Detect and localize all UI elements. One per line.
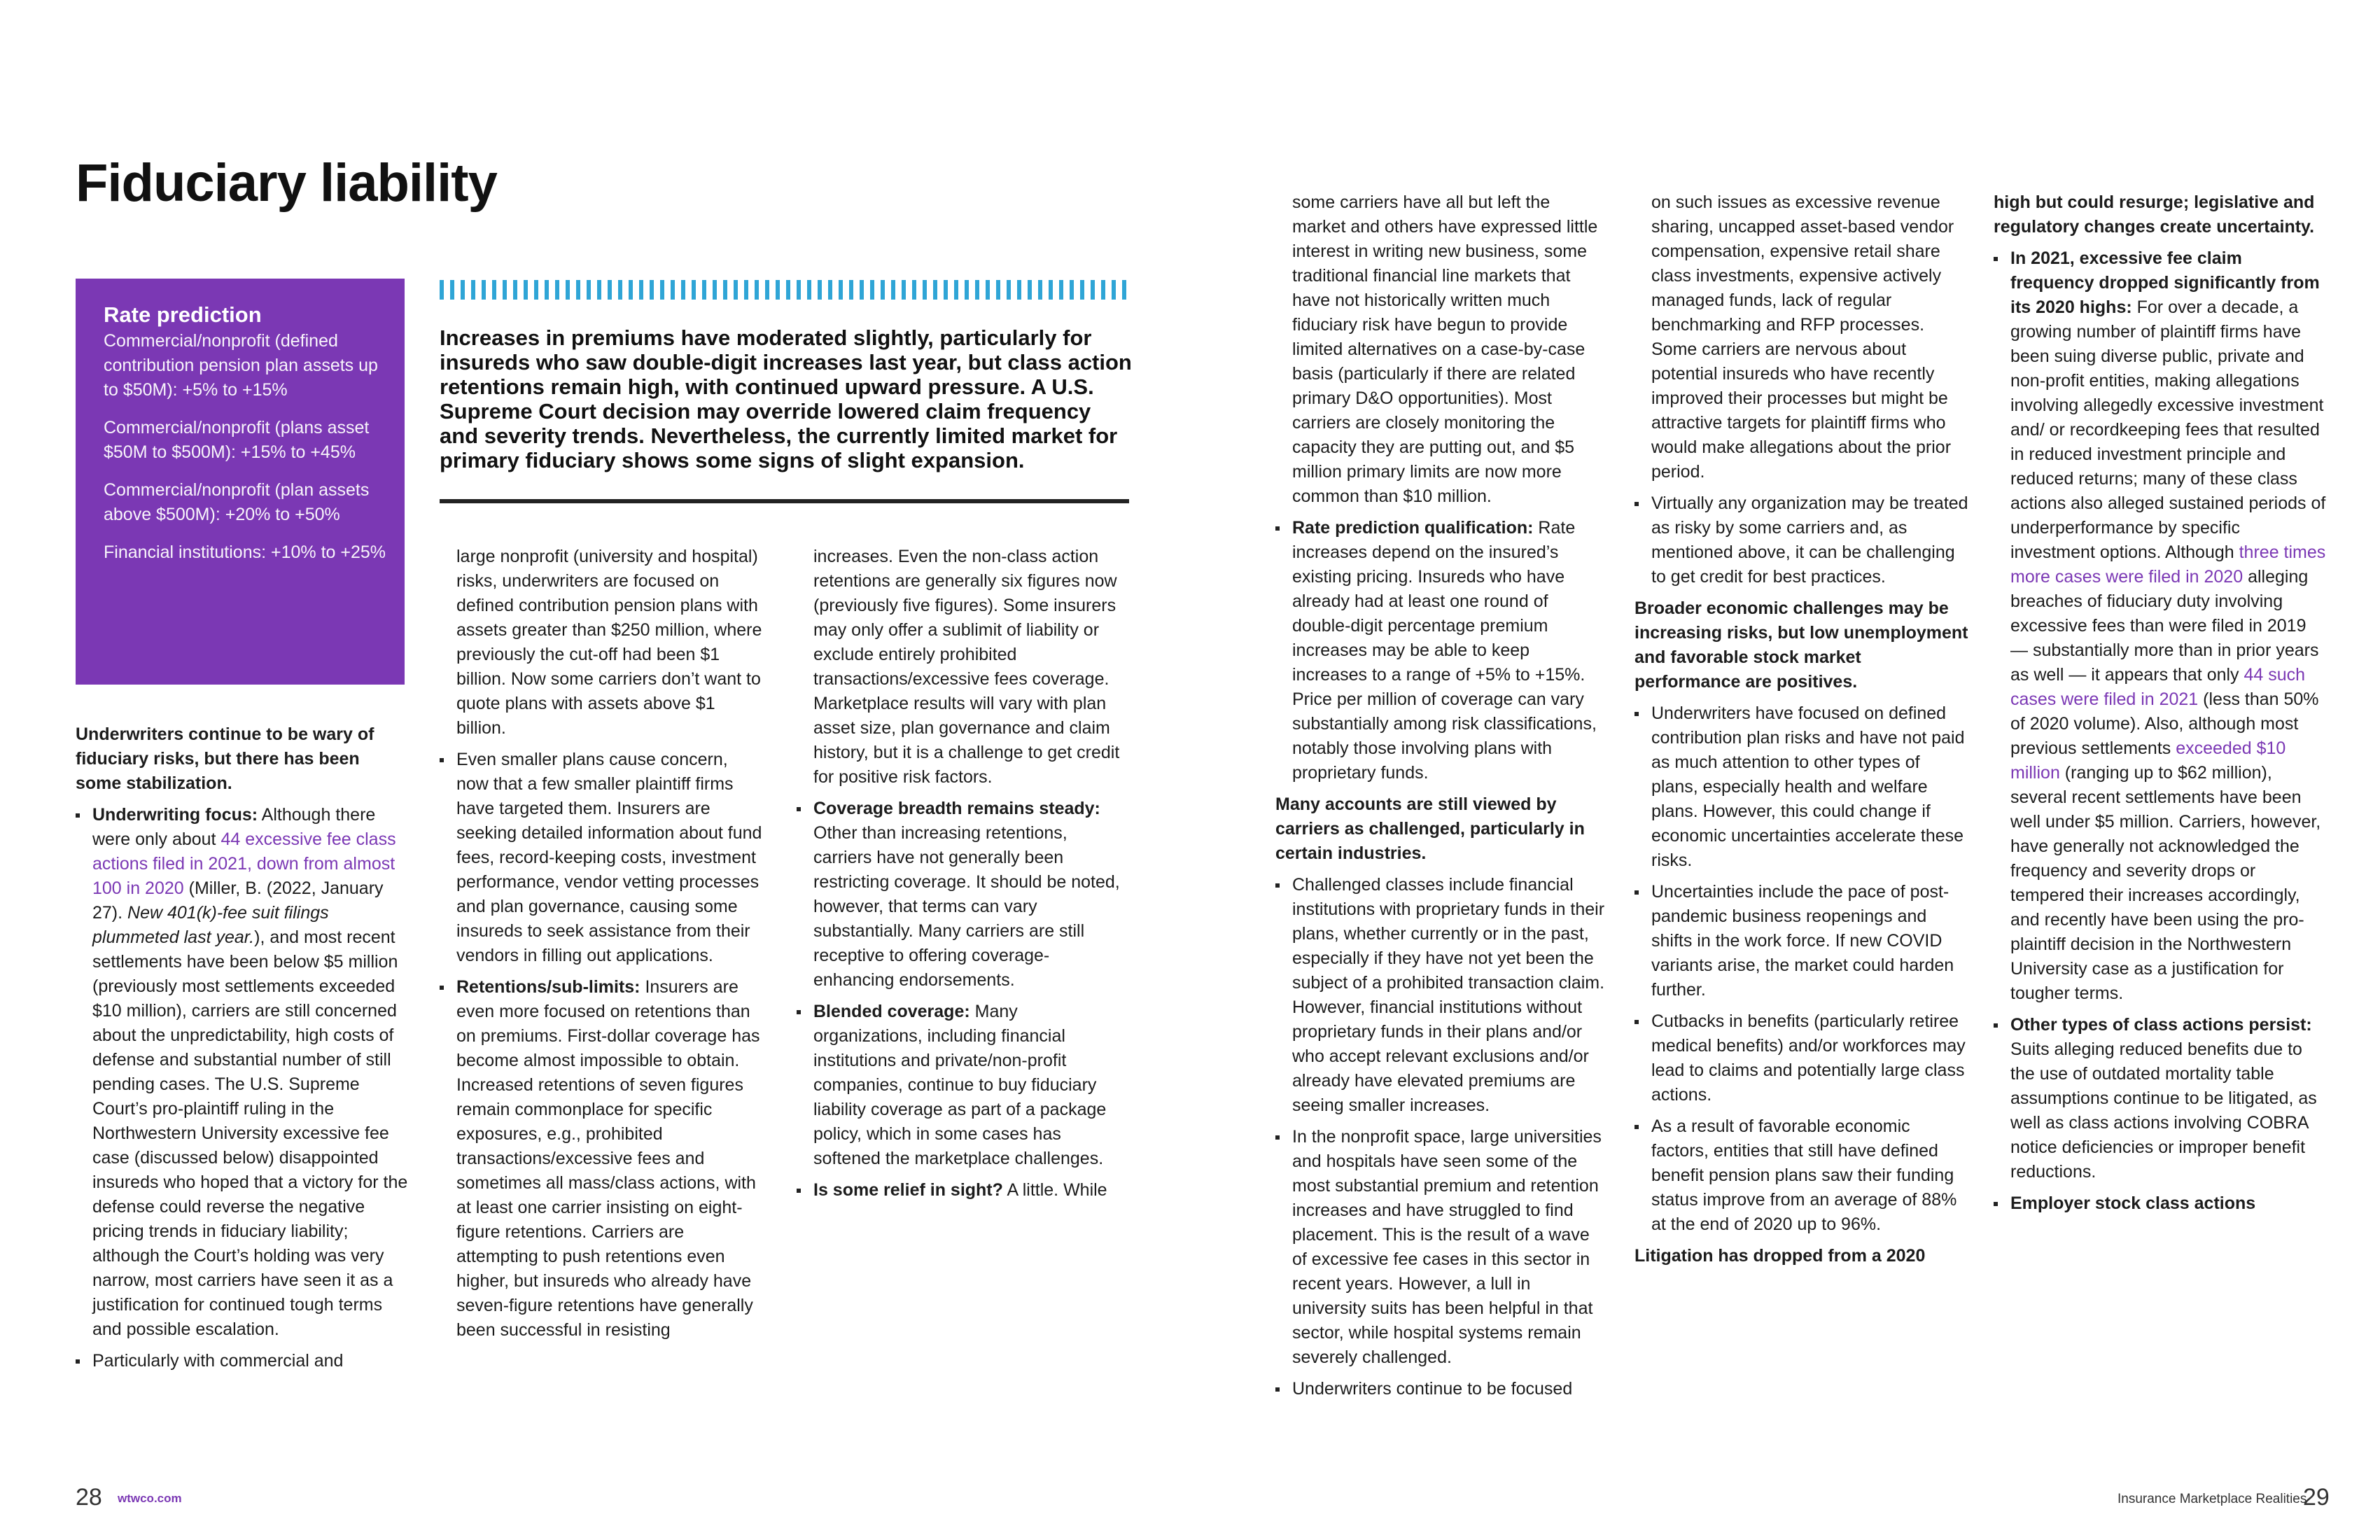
list-item: In the nonprofit space, large universities and hospitals have seen some of the most substantial premium and retention increases and have struggled to find placement. This is the result of a wave of excessive fee cases in this sector in recent years. However, a lull in university suits has been helpful in that sector, while hospital systems remain severely challenged. [1275,1125,1607,1370]
bullet-text: Although there were only about [92,805,376,849]
source-link[interactable]: exceeded $10 million [2010,738,2286,783]
column-4 [1275,190,1607,1408]
rate-item: Commercial/nonprofit (defined contribution pension plan assets up to $50M): +5% to +15% [104,331,378,400]
column-3 [797,545,1129,1210]
list-item: Virtually any organization may be treated as risky by some carriers and, as mentioned above, it can be challenging to get credit for best practices. [1634,491,1970,589]
rate-item: Financial institutions: +10% to +25% [104,542,386,562]
page-number-left: 28 [76,1484,102,1511]
bullet-text: A little. While [1002,1180,1107,1200]
bullet-text: Rate increases depend on the insured’s existing pricing. Insureds who have already had at least one round of double-digit percentage premium increases may be able to keep increases to a range of +5% to +15%. Price per million of coverage can vary substantially among risk classifications, notably those involving plans with proprietary funds. [1292,518,1597,783]
list-item: As a result of favorable economic factors, entities that still have defined benefit pension plans saw their funding status improve from an average of 88% at the end of 2020 up to 96%. [1634,1114,1970,1237]
divider [440,499,1129,503]
bullet-text: ), and most recent settlements have been below $5 million (previously most settlements exceeded $10 million), carriers are still concerned about the unpredictability, high costs of defense and substantial number of still pending cases. The U.S. Supreme Court’s pro-plaintiff ruling in the Northwestern University excessive fee case (discussed below) disappointed insureds who hoped that a victory for the defense could reverse the negative pricing trends in fiduciary liability; although the Court’s holding was very narrow, most carriers have seen it as a justification for continued tough terms and possible escalation. [92,927,408,1339]
bullet-text: Other than increasing retentions, carriers have not generally been restricting coverage. It should be noted, however, that terms can vary substantially. Many carriers are still receptive to offering coverage-enhancing endorsements. [813,823,1120,990]
list-item: Underwriters have focused on defined contribution plan risks and have not paid as much attention to other types of plans, especially health and welfare plans. However, this could change if economic uncertainties accelerate these risks. [1634,701,1970,873]
bullet-list [1634,491,1970,589]
bullet-text: (less than 50% of 2020 volume). Also, although most previous settlements [2010,690,2319,758]
column-1 [76,722,409,1380]
bullet-heading: In 2021, excessive fee claim frequency dropped significantly from its 2020 highs: [2010,248,2320,317]
bullet-text: Suits alleging reduced benefits due to the use of outdated mortality table assumptions continue to be litigated, as well as class actions involving COBRA notice deficiencies or improper benefit reductions. [2010,1040,2317,1182]
list-item [797,1178,1129,1203]
list-item [1994,1013,2328,1184]
bullet-list [1275,873,1607,1401]
list-item [76,803,409,1342]
section-lead: Broader economic challenges may be increasing risks, but low unemployment and favorable stock market performance are positives. [1634,598,1968,692]
column-6 [1994,190,2328,1223]
rate-item: Commercial/nonprofit (plan assets above $500M): +20% to +50% [104,480,370,524]
page-title: Fiduciary liability [76,153,497,213]
source-link[interactable]: 44 such cases were filed in 2021 [2010,665,2306,709]
bullet-text: (Miller, B. (2022, January 27). [92,878,384,923]
bullet-list [76,803,409,1373]
section-lead: Many accounts are still viewed by carriers as challenged, particularly in certain industries. [1275,794,1585,863]
section-lead: Litigation has dropped from a 2020 [1634,1246,1926,1266]
paragraph: on such issues as excessive revenue sharing, uncapped asset-based vendor compensation, expensive retail share class investments, expensive actively managed funds, lack of regular benchmarking and RFP processes. Some carriers are nervous about potential insureds who have recently improved their processes but might be attractive targets for plaintiff firms who would make allegations about the prior period. [1651,192,1954,482]
list-item [797,797,1129,993]
bullet-heading: Underwriting focus: [92,805,258,825]
list-item: Even smaller plans cause concern, now that a few smaller plaintiff firms have targeted them. Insurers are seeking detailed information about fund fees, record-keeping costs, investment performance, vendor vetting processes and plan governance, causing some insureds to seek assistance from their vendors in filling out applications. [440,748,763,968]
bullet-list [440,748,763,1343]
paragraph: increases. Even the non-class action retentions are generally six figures now (previously five figures). Some insurers may only offer a sublimit of liability or exclude entirely prohibited transactions/excessive fees coverage. Marketplace results will vary with plan asset size, plan governance and claim history, but it is a challenge to get credit for positive risk factors. [813,547,1120,787]
source-link[interactable]: 44 excessive fee class actions filed in 2021, down from almost 100 in 2020 [92,830,396,898]
list-item [1994,1191,2328,1216]
bullet-text: For over a decade, a growing number of plaintiff firms have been suing diverse public, private and non-profit entities, making allegations involving allegedly excessive investment and/ or recordkeeping fees that resulted in reduced investment principle and reduced returns; many of these class actions also alleged sustained periods of underperformance by specific investment options. Although [2010,298,2326,562]
paragraph: large nonprofit (university and hospital) risks, underwriters are focused on defined contribution pension plans with assets greater than $250 million, where previously the cut-off had been $1 billion. Now some carriers don’t want to quote plans with assets above $1 billion. [456,547,762,738]
bullet-heading: Retentions/sub-limits: [456,977,640,997]
bullet-heading: Coverage breadth remains steady: [813,799,1100,818]
bullet-list [1275,516,1607,785]
bullet-text: Insurers are even more focused on retentions than on premiums. First-dollar coverage has become almost impossible to obtain. Increased retentions of seven figures remain commonplace for specific exposures, e.g., prohibited transactions/excessive fees and sometimes all mass/class actions, with at least one carrier insisting on eight-figure retentions. Carriers are attempting to push retentions even higher, but insureds who already have seven-figure retentions have generally been successful in resisting [456,977,760,1340]
source-link[interactable]: three times more cases were filed in 2020 [2010,542,2326,587]
rate-item: Commercial/nonprofit (plans asset $50M to $500M): +15% to +45% [104,418,370,462]
bullet-list [1994,246,2328,1216]
list-item: Cutbacks in benefits (particularly retiree medical benefits) and/or workforces may lead to claims and potentially large class actions. [1634,1009,1970,1107]
bullet-text: (ranging up to $62 million), several recent settlements have been well under $5 million. Carriers, however, have generally not acknowledged the frequency and severity drops or tempered their increases accordingly, and recently have been using the pro-plaintiff decision in the Northwestern University case as a justification for tougher terms. [2010,763,2321,1003]
list-item: Challenged classes include financial institutions with proprietary funds in their plans, whether currently or in the past, especially if they have not yet been the subject of a prohibited transaction claim. However, financial institutions without proprietary funds in their plans and/or who accept relevant exclusions and/or already have elevated premiums are seeing smaller increases. [1275,873,1607,1118]
list-item [797,1000,1129,1171]
intro-summary: Increases in premiums have moderated slightly, particularly for insureds who saw double-digit increases last year, but class action retentions remain high, with continued upward pressure. A U.S. Supreme Court decision may override lowered claim frequency and severity trends. Nevertheless, the currently limited market for primary fiduciary shows some signs of slight expansion. [440,326,1132,472]
rate-prediction-title: Rate prediction [104,302,262,327]
list-item: Uncertainties include the pace of post-pandemic business reopenings and shifts in the work force. If new COVID variants arise, the market could harden further. [1634,880,1970,1002]
site-link[interactable]: wtwco.com [118,1492,182,1505]
paragraph: some carriers have all but left the market and others have expressed little interest in writing new business, some traditional financial line markets that have not historically written much fiduciary risk have begun to provide limited alternatives on a case-by-case basis (particularly if there are related primary D&O opportunities). Most carriers are closely monitoring the capacity they are putting out, and $5 million primary limits are now more common than $10 million. [1292,192,1598,506]
list-item: Particularly with commercial and [76,1349,409,1373]
rate-prediction-box [76,279,405,685]
bullet-heading: Is some relief in sight? [813,1180,1003,1200]
column-5 [1634,190,1970,1275]
list-item [1994,246,2328,1006]
bullet-list [797,797,1129,1203]
section-lead: Underwriters continue to be wary of fiduciary risks, but there has been some stabilization. [76,724,374,793]
list-item [440,975,763,1343]
decorative-stripe [440,280,1129,300]
bullet-heading: Blended coverage: [813,1002,970,1021]
citation-title: New 401(k)-fee suit filings plummeted last year. [92,903,329,947]
column-2 [440,545,763,1350]
bullet-list [1634,701,1970,1237]
page-number-right: 29 [2303,1484,2330,1511]
bullet-text: alleging breaches of fiduciary duty involving excessive fees than were filed in 2019 — substantially more than in prior years as well — it appears that only [2010,567,2319,685]
bullet-text: Many organizations, including financial institutions and private/non-profit companies, continue to buy fiduciary liability coverage as part of a package policy, which in some cases has softened the marketplace challenges. [813,1002,1107,1168]
list-item [1275,516,1607,785]
bullet-heading: Employer stock class actions [2010,1194,2256,1213]
publication-name: Insurance Marketplace Realities [2118,1492,2307,1506]
bullet-heading: Rate prediction qualification: [1292,518,1534,538]
bullet-heading: Other types of class actions persist: [2010,1015,2312,1035]
section-lead: high but could resurge; legislative and regulatory changes create uncertainty. [1994,192,2315,237]
list-item: Underwriters continue to be focused [1275,1377,1607,1401]
